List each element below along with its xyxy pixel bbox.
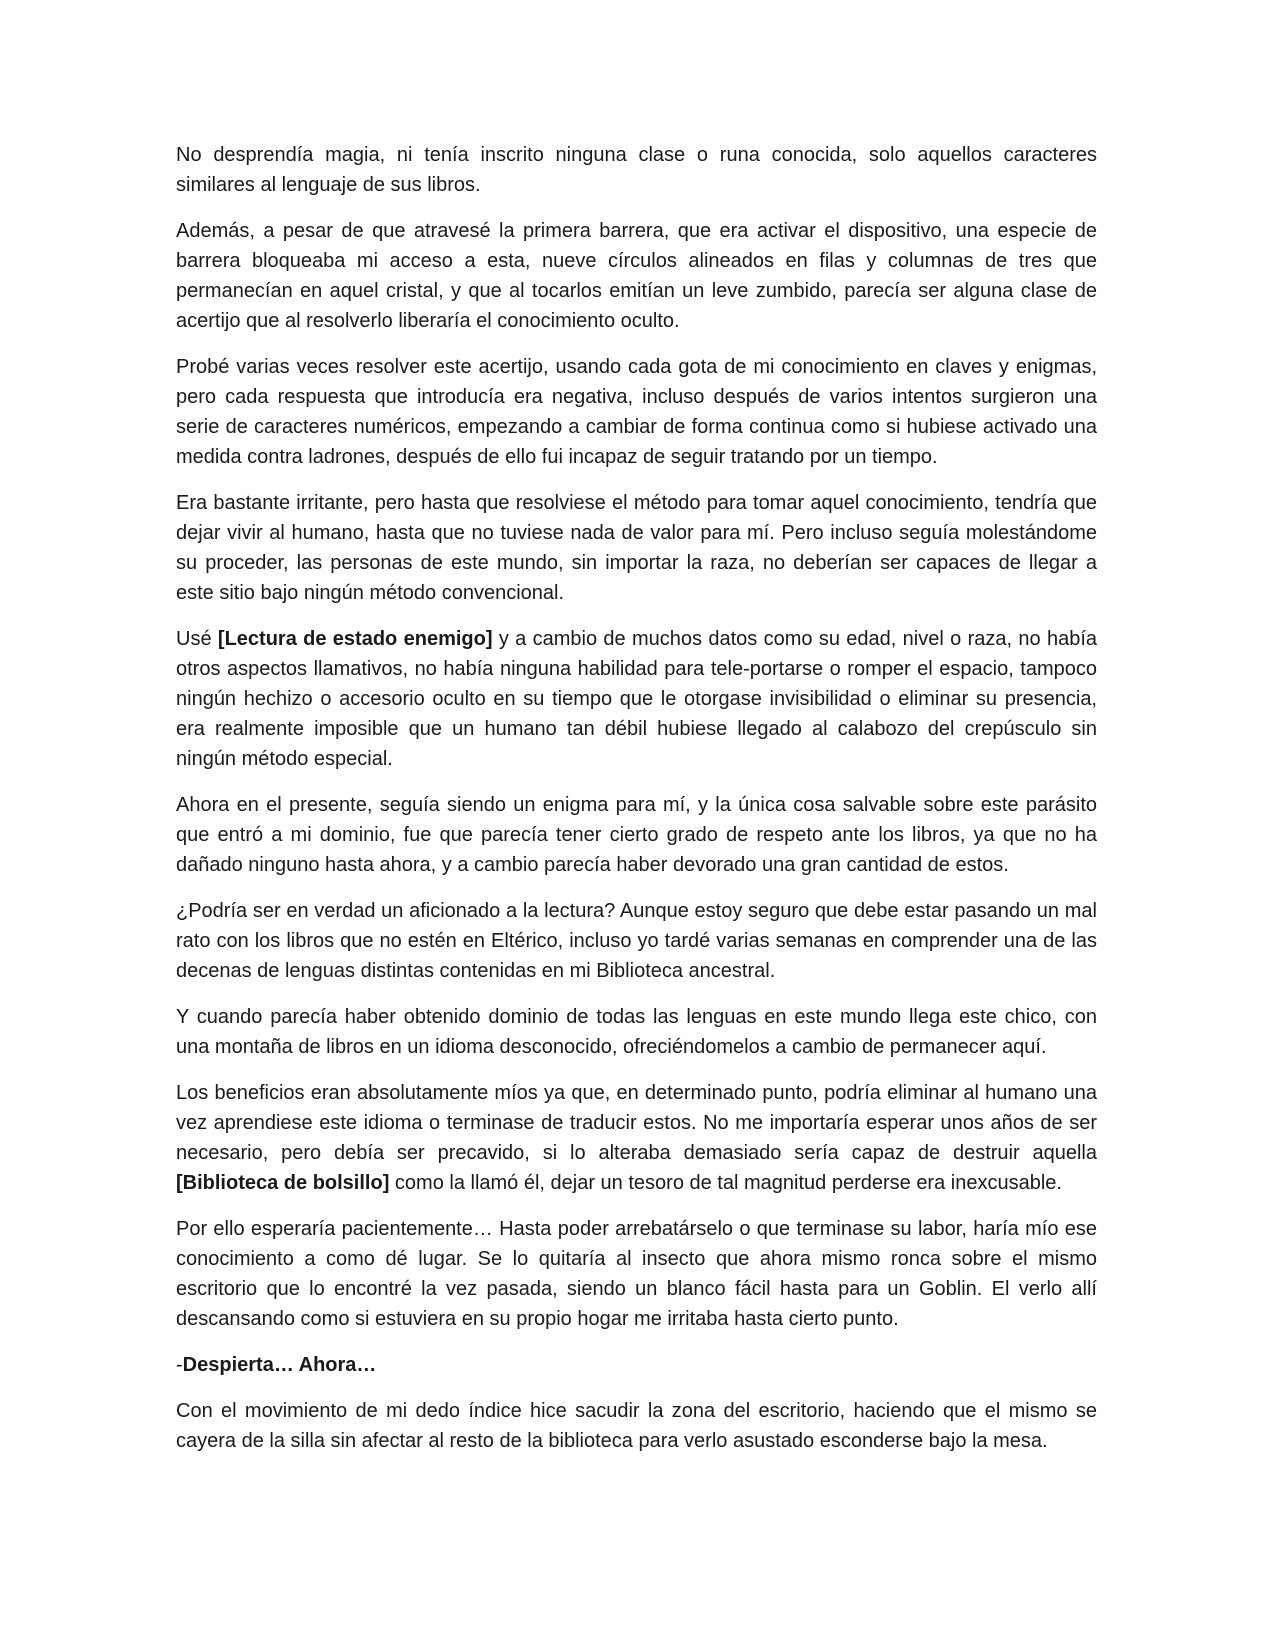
paragraph-8: Y cuando parecía haber obtenido dominio de todas las lenguas en este mundo llega este chico, con una montaña de libros en un idioma desconocido, ofreciéndomelos a cambio de permanecer aquí. (176, 1006, 1097, 1058)
document-page (176, 140, 1097, 1472)
paragraph-7: ¿Podría ser en verdad un aficionado a la lectura? Aunque estoy seguro que debe estar pasando un mal rato con los libros que no estén en Eltérico, incluso yo tardé varias semanas en comprender una de las decenas de lenguas distintas contenidas en mi Biblioteca ancestral. (176, 900, 1097, 982)
paragraph-4: Era bastante irritante, pero hasta que resolviese el método para tomar aquel conocimiento, tendría que dejar vivir al humano, hasta que no tuviese nada de valor para mí. Pero incluso seguía molestándome su proceder, las personas de este mundo, sin importar la raza, no deberían ser capaces de llegar a este sitio bajo ningún método convencional. (176, 492, 1097, 604)
paragraph-11-dialogue (176, 1350, 1097, 1380)
paragraph-9 (176, 1078, 1097, 1198)
paragraph-2: Además, a pesar de que atravesé la primera barrera, que era activar el dispositivo, una especie de barrera bloqueaba mi acceso a esta, nueve círculos alineados en filas y columnas de tres que permanecían en aquel cristal, y que al tocarlos emitían un leve zumbido, parecía ser alguna clase de acertijo que al resolverlo liberaría el conocimiento oculto. (176, 220, 1097, 332)
dialogue-bold: Despierta… Ahora… (182, 1354, 377, 1376)
skill-name-bold: [Lectura de estado enemigo] (217, 628, 493, 650)
paragraph-10: Por ello esperaría pacientemente… Hasta poder arrebatárselo o que terminase su labor, haría mío ese conocimiento a como dé lugar. Se lo quitaría al insecto que ahora mismo ronca sobre el mismo escritorio que lo encontré la vez pasada, siendo un blanco fácil hasta para un Goblin. El verlo allí descansando como si estuviera en su propio hogar me irritaba hasta cierto punto. (176, 1218, 1097, 1330)
paragraph-9-pre: Los beneficios eran absolutamente míos ya que, en determinado punto, podría eliminar al humano una vez aprendiese este idioma o terminase de traducir estos. No me importaría esperar unos años de ser necesario, pero debía ser precavido, si lo alteraba demasiado sería capaz de destruir aquella (176, 1082, 1097, 1164)
dialogue-dash: - (176, 1354, 183, 1376)
paragraph-5 (176, 624, 1097, 774)
paragraph-1: No desprendía magia, ni tenía inscrito ninguna clase o runa conocida, solo aquellos caracteres similares al lenguaje de sus libros. (176, 144, 1097, 196)
paragraph-12: Con el movimiento de mi dedo índice hice sacudir la zona del escritorio, haciendo que el mismo se cayera de la silla sin afectar al resto de la biblioteca para verlo asustado esconderse bajo la mesa. (176, 1400, 1097, 1452)
paragraph-3: Probé varias veces resolver este acertijo, usando cada gota de mi conocimiento en claves y enigmas, pero cada respuesta que introducía era negativa, incluso después de varios intentos surgieron una serie de caracteres numéricos, empezando a cambiar de forma continua como si hubiese activado una medida contra ladrones, después de ello fui incapaz de seguir tratando por un tiempo. (176, 356, 1097, 468)
item-name-bold: [Biblioteca de bolsillo] (176, 1172, 390, 1194)
paragraph-5-post: y a cambio de muchos datos como su edad, nivel o raza, no había otros aspectos llamativos, no había ninguna habilidad para tele-portarse o romper el espacio, tampoco ningún hechizo o accesorio oculto en su tiempo que le otorgase invisibilidad o eliminar su presencia, era realmente imposible que un humano tan débil hubiese llegado al calabozo del crepúsculo sin ningún método especial. (176, 628, 1097, 770)
paragraph-6: Ahora en el presente, seguía siendo un enigma para mí, y la única cosa salvable sobre este parásito que entró a mi dominio, fue que parecía tener cierto grado de respeto ante los libros, ya que no ha dañado ninguno hasta ahora, y a cambio parecía haber devorado una gran cantidad de estos. (176, 794, 1097, 876)
paragraph-5-pre: Usé (176, 628, 218, 650)
paragraph-9-post: como la llamó él, dejar un tesoro de tal magnitud perderse era inexcusable. (389, 1172, 1062, 1194)
